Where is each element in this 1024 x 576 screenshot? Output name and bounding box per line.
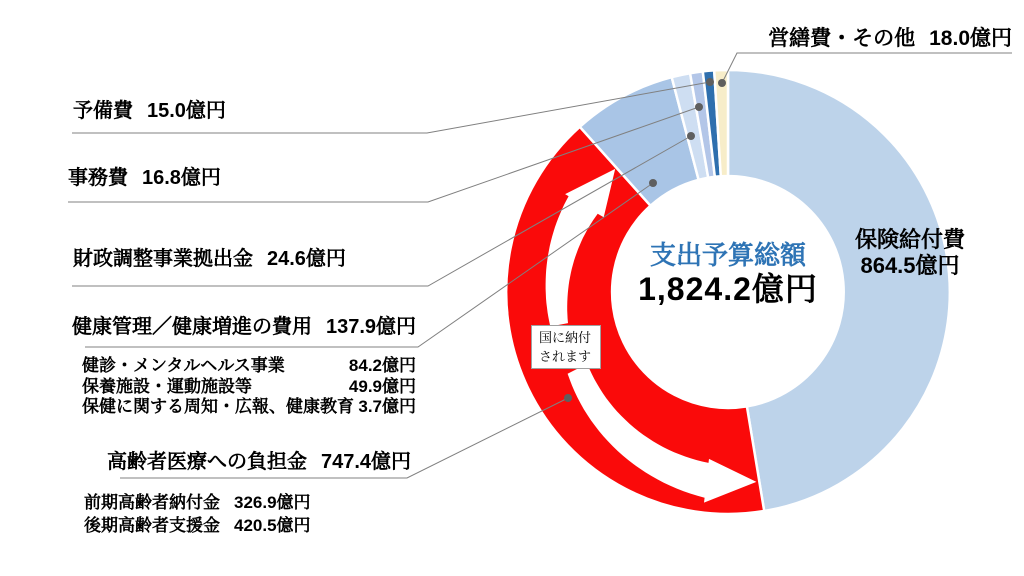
breakdown-row	[84, 514, 311, 537]
breakdown-row	[84, 491, 311, 514]
breakdown-amount: 420.5億円	[234, 516, 311, 535]
label-zaisei-chosei	[73, 248, 346, 271]
leader-dot-1	[706, 78, 714, 86]
segment-amount: 864.5億円	[860, 253, 960, 278]
leader-dot-2	[695, 103, 703, 111]
segment-amount: 137.9億円	[326, 316, 417, 338]
segment-label: 事務費	[68, 167, 128, 189]
segment-label: 保険給付費	[854, 227, 965, 252]
badge-line: されます	[539, 349, 592, 364]
breakdown-amount: 326.9億円	[234, 493, 311, 512]
leader-dot-0	[718, 79, 726, 87]
leader-dot-3	[687, 132, 695, 140]
segment-label: 高齢者医療への負担金	[107, 451, 307, 473]
label-hoken-kyufuhi	[846, 227, 974, 279]
breakdown-amount: 3.7億円	[358, 397, 416, 416]
label-jimuhi	[68, 167, 221, 190]
breakdown-row	[82, 377, 416, 398]
segment-amount: 18.0億円	[929, 27, 1012, 50]
breakdown-row	[82, 356, 416, 377]
kenko-kanri-breakdown	[82, 356, 416, 418]
label-koreisha-iryo	[107, 451, 411, 474]
segment-label: 財政調整事業拠出金	[73, 248, 253, 270]
label-kenko-kanri	[72, 316, 416, 339]
segment-amount: 24.6億円	[267, 248, 346, 270]
leader-dot-5	[564, 394, 572, 402]
breakdown-label: 前期高齢者納付金	[84, 493, 220, 512]
paid-to-nation-badge	[531, 325, 601, 369]
label-eizenhi-sonota	[660, 27, 1012, 51]
segment-label: 営繕費・その他	[768, 27, 916, 50]
total-value: 1,824.2億円	[638, 271, 818, 307]
segment-amount: 16.8億円	[142, 167, 221, 189]
total-title: 支出予算総額	[649, 240, 806, 270]
segment-label: 予備費	[73, 100, 133, 122]
segment-amount: 747.4億円	[321, 451, 412, 473]
leader-dot-4	[649, 179, 657, 187]
segment-amount: 15.0億円	[147, 100, 226, 122]
breakdown-label: 健診・メンタルヘルス事業	[82, 356, 285, 375]
breakdown-label: 保健に関する周知・広報、健康教育	[82, 397, 354, 416]
breakdown-amount: 84.2億円	[348, 356, 416, 375]
donut-center-total	[568, 241, 888, 307]
badge-line: 国に納付	[539, 330, 592, 345]
koreisha-iryo-breakdown	[84, 491, 311, 537]
breakdown-row	[82, 397, 416, 418]
breakdown-amount: 49.9億円	[348, 376, 416, 396]
label-yobihi	[73, 100, 226, 123]
breakdown-label: 後期高齢者支援金	[84, 516, 220, 535]
breakdown-label: 保養施設・運動施設等	[82, 376, 252, 396]
segment-label: 健康管理／健康増進の費用	[72, 316, 312, 338]
